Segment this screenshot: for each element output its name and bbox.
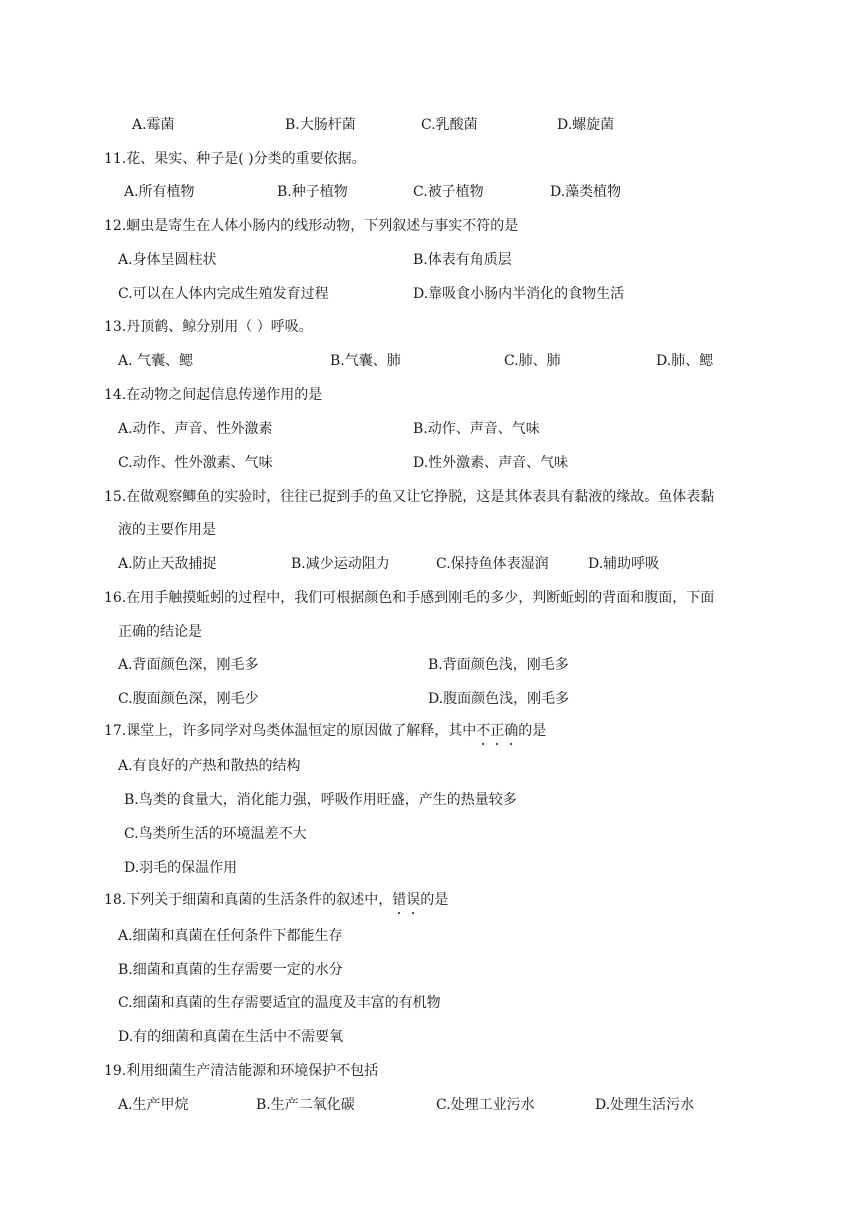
q13-option-d: D.肺、鳃 xyxy=(656,353,714,369)
q17-option-b: B.鸟类的食量大，消化能力强，呼吸作用旺盛，产生的热量较多 xyxy=(124,792,517,808)
q11-option-d: D.藻类植物 xyxy=(550,184,622,200)
q14-option-a: A.动作、声音、性外激素 xyxy=(118,421,273,437)
q12-option-c: C.可以在人体内完成生殖发育过程 xyxy=(118,286,329,302)
q16-stem-line2: 正确的结论是 xyxy=(118,624,202,640)
q17-option-a: A.有良好的产热和散热的结构 xyxy=(118,758,301,774)
q18-option-a: A.细菌和真菌在任何条件下都能生存 xyxy=(118,928,343,944)
q19-option-c: C.处理工业污水 xyxy=(436,1097,535,1113)
q16-option-d: D.腹面颜色浅，刚毛多 xyxy=(428,691,570,707)
q17-stem-prefix: 17.课堂上，许多同学对鸟类体温恒定的原因做了解释，其中 xyxy=(104,723,477,739)
q12-option-d: D.靠吸食小肠内半消化的食物生活 xyxy=(413,286,625,302)
q13-stem: 13.丹顶鹤、鲸分别用（ ）呼吸。 xyxy=(104,319,313,335)
q18-emphasis-char: 错 xyxy=(392,892,407,908)
q17-emphasis-char: 不 xyxy=(476,723,491,739)
q15-option-d: D.辅助呼吸 xyxy=(588,556,660,572)
q17-option-d: D.羽毛的保温作用 xyxy=(124,860,238,876)
q17-stem-suffix: 的是 xyxy=(518,723,547,739)
q13-option-b: B.气囊、肺 xyxy=(330,353,401,369)
q18-option-d: D.有的细菌和真菌在生活中不需要氧 xyxy=(118,1029,344,1045)
q16-option-b: B.背面颜色浅，刚毛多 xyxy=(428,657,569,673)
q17-emphasis-char: 确 xyxy=(504,723,519,739)
q15-option-c: C.保持鱼体表湿润 xyxy=(436,556,549,572)
q10-option-b: B.大肠杆菌 xyxy=(285,117,356,133)
q14-option-b: B.动作、声音、气味 xyxy=(413,421,540,437)
q11-stem: 11.花、果实、种子是( )分类的重要依据。 xyxy=(104,151,366,167)
q14-stem: 14.在动物之间起信息传递作用的是 xyxy=(104,387,323,403)
q18-option-c: C.细菌和真菌的生存需要适宜的温度及丰富的有机物 xyxy=(118,995,441,1011)
q12-option-a: A.身体呈圆柱状 xyxy=(118,252,217,268)
q10-option-a: A.霉菌 xyxy=(132,117,175,133)
q18-emphasis-char: 误 xyxy=(406,892,421,908)
q17-stem xyxy=(104,722,546,740)
q17-option-c: C.鸟类所生活的环境温差不大 xyxy=(124,826,307,842)
q18-stem xyxy=(104,891,448,909)
q15-stem-line1: 15.在做观察鲫鱼的实验时，往往已捉到手的鱼又让它挣脱，这是其体表具有黏液的缘故。鱼体表黏 xyxy=(104,489,715,505)
q14-option-c: C.动作、性外激素、气味 xyxy=(118,455,273,471)
q10-option-d: D.螺旋菌 xyxy=(557,117,615,133)
q16-stem-line1: 16.在用手触摸蚯蚓的过程中，我们可根据颜色和手感到刚毛的多少，判断蚯蚓的背面和腹面，下面 xyxy=(104,590,715,606)
q18-stem-prefix: 18.下列关于细菌和真菌的生活条件的叙述中， xyxy=(104,892,393,908)
q11-option-c: C.被子植物 xyxy=(413,184,484,200)
q10-option-c: C.乳酸菌 xyxy=(421,117,478,133)
q15-option-a: A.防止天敌捕捉 xyxy=(118,556,217,572)
q18-stem-suffix: 的是 xyxy=(420,892,449,908)
q16-option-c: C.腹面颜色深，刚毛少 xyxy=(118,691,259,707)
q19-option-b: B.生产二氧化碳 xyxy=(256,1097,355,1113)
q14-option-d: D.性外激素、声音、气味 xyxy=(413,455,569,471)
q19-stem: 19.利用细菌生产清洁能源和环境保护不包括 xyxy=(104,1063,379,1079)
q19-option-d: D.处理生活污水 xyxy=(595,1097,695,1113)
q16-option-a: A.背面颜色深，刚毛多 xyxy=(118,657,259,673)
q19-option-a: A.生产甲烷 xyxy=(118,1097,189,1113)
q13-option-c: C.肺、肺 xyxy=(504,353,561,369)
q11-option-b: B.种子植物 xyxy=(277,184,348,200)
q12-stem: 12.蛔虫是寄生在人体小肠内的线形动物，下列叙述与事实不符的是 xyxy=(104,218,519,234)
q13-option-a: A. 气囊、鳃 xyxy=(118,353,194,369)
q12-option-b: B.体表有角质层 xyxy=(413,252,512,268)
q15-option-b: B.减少运动阻力 xyxy=(291,556,390,572)
q11-option-a: A.所有植物 xyxy=(124,184,195,200)
q17-emphasis-char: 正 xyxy=(490,723,505,739)
q15-stem-line2: 液的主要作用是 xyxy=(118,522,216,538)
q18-option-b: B.细菌和真菌的生存需要一定的水分 xyxy=(118,962,343,978)
